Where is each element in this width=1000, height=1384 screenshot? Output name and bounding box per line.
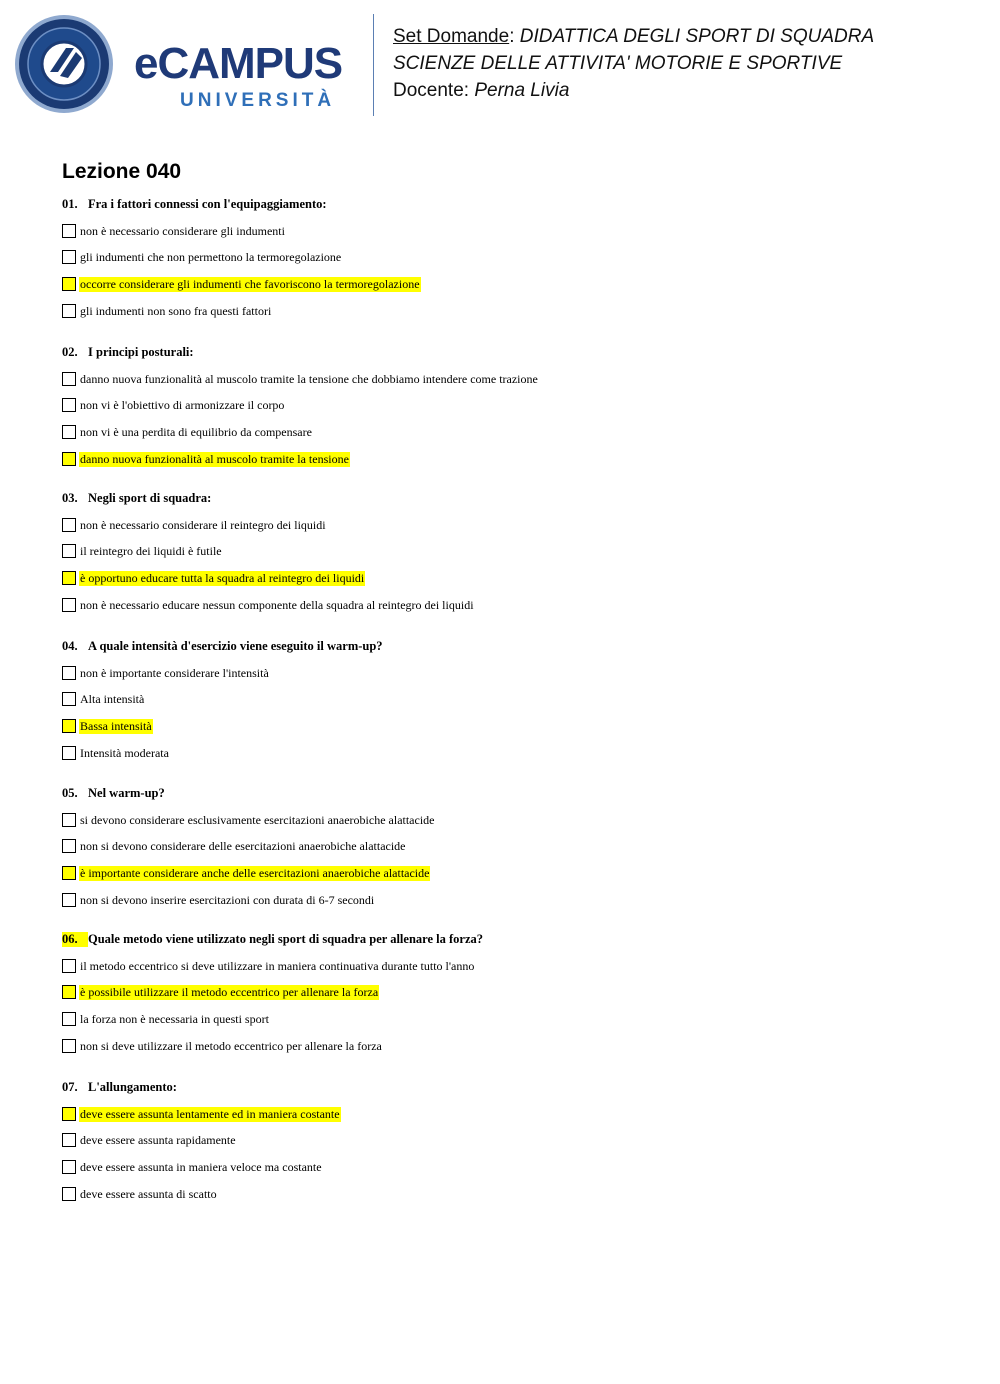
- answer-option-label: Intensità moderata: [80, 745, 169, 760]
- answer-option[interactable]: [62, 543, 223, 559]
- checkbox-icon[interactable]: [62, 224, 76, 238]
- answer-option-label: è opportuno educare tutta la squadra al reintegro dei liquidi: [80, 570, 365, 585]
- answer-option-correct[interactable]: [62, 984, 379, 1000]
- answer-option[interactable]: [62, 1011, 270, 1027]
- answer-option[interactable]: [62, 517, 327, 533]
- checkbox-icon[interactable]: [62, 398, 76, 412]
- checkbox-icon[interactable]: [62, 1039, 76, 1053]
- answer-option-label: Bassa intensità: [80, 718, 152, 733]
- checkbox-icon[interactable]: [62, 304, 76, 318]
- checkbox-icon[interactable]: [62, 571, 76, 585]
- question-title: [62, 786, 165, 801]
- question-number: 03.: [62, 491, 78, 505]
- answer-option-label: la forza non è necessaria in questi sport: [80, 1011, 269, 1026]
- answer-option-correct[interactable]: [62, 718, 153, 734]
- answer-option[interactable]: [62, 223, 286, 239]
- answer-option[interactable]: [62, 1186, 218, 1202]
- answer-option-correct[interactable]: [62, 1106, 341, 1122]
- answer-option[interactable]: [62, 424, 313, 440]
- answer-option-label: non è necessario educare nessun componente della squadra al reintegro dei liquidi: [80, 597, 474, 612]
- answer-option-label: danno nuova funzionalità al muscolo tramite la tensione: [80, 451, 349, 466]
- answer-option-correct[interactable]: [62, 570, 365, 586]
- checkbox-icon[interactable]: [62, 893, 76, 907]
- brand-wordmark: [134, 38, 364, 118]
- checkbox-icon[interactable]: [62, 425, 76, 439]
- question-number: 01.: [62, 197, 78, 211]
- university-seal-icon: [14, 14, 114, 114]
- answer-option-correct[interactable]: [62, 276, 421, 292]
- question-title: [62, 491, 211, 506]
- set-value: DIDATTICA DEGLI SPORT DI SQUADRA: [519, 26, 875, 47]
- answer-option[interactable]: [62, 745, 170, 761]
- checkbox-icon[interactable]: [62, 1133, 76, 1147]
- question-title: [62, 345, 194, 360]
- answer-option[interactable]: [62, 597, 475, 613]
- answer-option-label: deve essere assunta lentamente ed in maniera costante: [80, 1106, 340, 1121]
- answer-option-label: Alta intensità: [80, 691, 145, 706]
- answer-option-label: è importante considerare anche delle esercitazioni anaerobiche alattacide: [80, 865, 430, 880]
- answer-option[interactable]: [62, 691, 145, 707]
- answer-option-label: occorre considerare gli indumenti che favoriscono la termoregolazione: [80, 276, 420, 291]
- answer-option[interactable]: [62, 303, 272, 319]
- question-text: L'allungamento:: [88, 1080, 177, 1094]
- question-title: [62, 932, 483, 947]
- checkbox-icon[interactable]: [62, 985, 76, 999]
- set-label: Set Domande: [393, 26, 510, 47]
- question-number: 02.: [62, 345, 78, 359]
- ecampus-logo: [14, 14, 359, 118]
- brand-subtitle: UNIVERSITÀ: [180, 90, 336, 111]
- answer-option-label: non vi è una perdita di equilibrio da compensare: [80, 424, 312, 439]
- question-text: A quale intensità d'esercizio viene eseguito il warm-up?: [88, 639, 383, 653]
- answer-option-label: deve essere assunta di scatto: [80, 1186, 217, 1201]
- answer-option-label: non è importante considerare l'intensità: [80, 665, 269, 680]
- answer-option-label: non è necessario considerare il reintegro dei liquidi: [80, 517, 326, 532]
- checkbox-icon[interactable]: [62, 839, 76, 853]
- checkbox-icon[interactable]: [62, 813, 76, 827]
- answer-option-label: non vi è l'obiettivo di armonizzare il corpo: [80, 397, 285, 412]
- question-number: 06.: [62, 932, 88, 947]
- checkbox-icon[interactable]: [62, 1187, 76, 1201]
- answer-option-label: gli indumenti che non permettono la termoregolazione: [80, 249, 342, 264]
- checkbox-icon[interactable]: [62, 277, 76, 291]
- header-divider: [373, 14, 374, 116]
- checkbox-icon[interactable]: [62, 666, 76, 680]
- question-title: [62, 1080, 177, 1095]
- answer-option-label: è possibile utilizzare il metodo eccentrico per allenare la forza: [80, 984, 379, 999]
- checkbox-icon[interactable]: [62, 719, 76, 733]
- teacher-name: Perna Livia: [474, 80, 570, 101]
- lesson-title: Lezione 040: [62, 160, 182, 183]
- answer-option[interactable]: [62, 892, 375, 908]
- question-number: 05.: [62, 786, 78, 800]
- answer-option-label: il reintegro dei liquidi è futile: [80, 543, 222, 558]
- checkbox-icon[interactable]: [62, 959, 76, 973]
- answer-option[interactable]: [62, 958, 475, 974]
- checkbox-icon[interactable]: [62, 372, 76, 386]
- answer-option-correct[interactable]: [62, 451, 350, 467]
- checkbox-icon[interactable]: [62, 1107, 76, 1121]
- answer-option-label: il metodo eccentrico si deve utilizzare in maniera continuativa durante tutto l'anno: [80, 958, 475, 973]
- checkbox-icon[interactable]: [62, 1160, 76, 1174]
- checkbox-icon[interactable]: [62, 866, 76, 880]
- answer-option[interactable]: [62, 1132, 237, 1148]
- answer-option-label: deve essere assunta in maniera veloce ma costante: [80, 1159, 322, 1174]
- checkbox-icon[interactable]: [62, 598, 76, 612]
- question-text: Fra i fattori connessi con l'equipaggiamento:: [88, 197, 327, 211]
- checkbox-icon[interactable]: [62, 1012, 76, 1026]
- question-text: I principi posturali:: [88, 345, 194, 359]
- brand-name: eCAMPUS: [134, 39, 343, 88]
- answer-option[interactable]: [62, 1038, 383, 1054]
- checkbox-icon[interactable]: [62, 250, 76, 264]
- answer-option-label: non si devono considerare delle esercitazioni anaerobiche alattacide: [80, 838, 406, 853]
- answer-option-correct[interactable]: [62, 865, 430, 881]
- question-title: [62, 197, 327, 212]
- question-text: Nel warm-up?: [88, 786, 165, 800]
- answer-option-label: gli indumenti non sono fra questi fattori: [80, 303, 272, 318]
- answer-option[interactable]: [62, 1159, 323, 1175]
- answer-option-label: si devono considerare esclusivamente esercitazioni anaerobiche alattacide: [80, 812, 435, 827]
- question-number: 04.: [62, 639, 78, 653]
- answer-option-label: non è necessario considerare gli indumenti: [80, 223, 285, 238]
- teacher-line: [393, 77, 874, 104]
- answer-option-label: danno nuova funzionalità al muscolo tramite la tensione che dobbiamo intendere come trazione: [80, 371, 538, 386]
- answer-option[interactable]: [62, 371, 539, 387]
- question-title: [62, 639, 383, 654]
- document-header: [393, 23, 874, 104]
- answer-option-label: non si deve utilizzare il metodo eccentrico per allenare la forza: [80, 1038, 382, 1053]
- checkbox-icon[interactable]: [62, 452, 76, 466]
- answer-option-label: deve essere assunta rapidamente: [80, 1132, 236, 1147]
- answer-option[interactable]: [62, 838, 407, 854]
- checkbox-icon[interactable]: [62, 544, 76, 558]
- set-separator: :: [509, 26, 515, 47]
- teacher-label: Docente:: [393, 80, 470, 101]
- set-line: [393, 23, 874, 50]
- answer-option-label: non si devono inserire esercitazioni con durata di 6-7 secondi: [80, 892, 375, 907]
- answer-option[interactable]: [62, 812, 436, 828]
- checkbox-icon[interactable]: [62, 692, 76, 706]
- answer-option[interactable]: [62, 397, 285, 413]
- course-name: SCIENZE DELLE ATTIVITA' MOTORIE E SPORTIVE: [393, 53, 843, 74]
- question-text: Quale metodo viene utilizzato negli sport di squadra per allenare la forza?: [88, 932, 483, 946]
- checkbox-icon[interactable]: [62, 746, 76, 760]
- course-line: [393, 50, 874, 77]
- question-text: Negli sport di squadra:: [88, 491, 212, 505]
- question-number: 07.: [62, 1080, 78, 1094]
- answer-option[interactable]: [62, 249, 342, 265]
- answer-option[interactable]: [62, 665, 270, 681]
- checkbox-icon[interactable]: [62, 518, 76, 532]
